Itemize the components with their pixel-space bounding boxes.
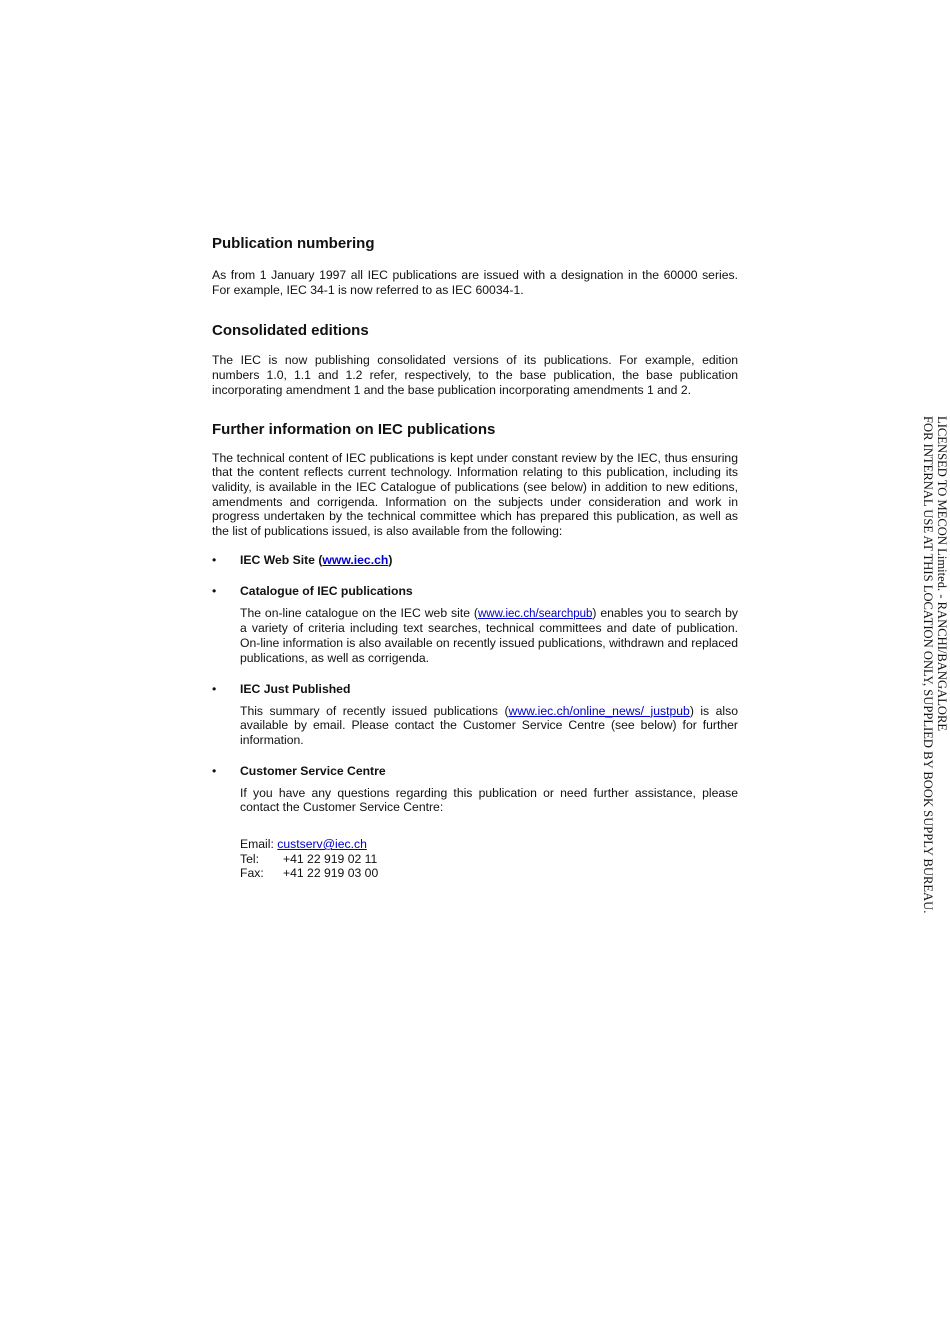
list-item-customer-service <box>212 764 738 815</box>
bullet-marker: • <box>212 681 217 696</box>
customer-service-text: If you have any questions regarding this publication or need further assistance, please contact the Customer Service Centre: <box>240 785 738 815</box>
catalogue-text <box>212 606 738 666</box>
fax-label: Fax: <box>240 866 264 881</box>
further-information-heading: Further information on IEC publications <box>212 420 496 438</box>
tel-number: +41 22 919 02 11 <box>283 851 378 866</box>
tel-row <box>240 852 738 867</box>
bullet-marker: • <box>212 552 217 567</box>
fax-number: +41 22 919 03 00 <box>283 866 379 881</box>
email-link[interactable]: custserv@iec.ch <box>277 837 367 852</box>
searchpub-link[interactable]: www.iec.ch/searchpub <box>477 607 593 620</box>
contact-details <box>212 837 738 881</box>
customer-service-heading <box>212 764 738 779</box>
license-notice-line-2: FOR INTERNAL USE AT THIS LOCATION ONLY, SUPPLIED BY BOOK SUPPLY BUREAU. <box>921 416 935 914</box>
license-notice-line-1: LICENSED TO MECON Limited. - RANCHI/BANGALORE <box>935 416 949 732</box>
list-item-just-published <box>212 682 738 748</box>
tel-label: Tel: <box>240 851 259 866</box>
customer-service-title: Customer Service Centre <box>240 763 386 778</box>
document-content <box>212 234 738 881</box>
consolidated-editions-text: The IEC is now publishing consolidated versions of its publications. For example, edition numbers 1.0, 1.1 and 1.2 refer, respectively, to the base publication, the base publication incorporating amendment 1 and the base publication incorporating amendments 1 and 2. <box>212 353 738 397</box>
further-information-text: The technical content of IEC publications is kept under constant review by the IEC, thus ensuring that the content reflects current technology. Information relating to this publication, including its validity, is available in the IEC Catalogue of publications (see below) in addition to new editions, amendments and corrigenda. Information on the subjects under consideration and work in progress undertaken by the technical committee which has prepared this publication, as well as the list of publications issued, is also available from the following: <box>212 450 738 539</box>
publication-numbering-text: As from 1 January 1997 all IEC publications are issued with a designation in the 60000 series. For example, IEC 34-1 is now referred to as IEC 60034-1. <box>212 268 738 297</box>
catalogue-text-end: ) enables you to search by a variety of criteria including text searches, technical committees and date of publication. On-line information is also available on recently issued publications, withdrawn and replaced publications, as well as corrigenda. <box>240 605 739 665</box>
just-published-text <box>212 704 738 748</box>
web-site-heading <box>212 553 738 568</box>
catalogue-title: Catalogue of IEC publications <box>240 583 413 598</box>
just-published-text-start: This summary of recently issued publications ( <box>240 703 509 718</box>
catalogue-heading <box>212 584 738 599</box>
justpub-link[interactable]: www.iec.ch/online_news/ justpub <box>508 703 690 718</box>
catalogue-text-start: The on-line catalogue on the IEC web site ( <box>240 605 478 620</box>
information-sources-list <box>212 553 738 815</box>
list-item-catalogue <box>212 584 738 666</box>
bullet-marker: • <box>212 583 217 598</box>
bullet-marker: • <box>212 763 217 778</box>
list-item-web-site <box>212 553 738 568</box>
just-published-title: IEC Just Published <box>240 681 351 696</box>
iec-website-link[interactable]: www.iec.ch <box>322 552 389 567</box>
consolidated-editions-heading: Consolidated editions <box>212 322 369 340</box>
email-label: Email: <box>240 837 274 852</box>
email-row <box>240 837 738 852</box>
license-notice <box>917 416 949 936</box>
just-published-text-end: ) is also available by email. Please contact the Customer Service Centre (see below) for further information. <box>240 703 738 747</box>
publication-numbering-heading: Publication numbering <box>212 235 375 252</box>
web-site-label-close: ) <box>388 552 393 567</box>
just-published-heading <box>212 682 738 697</box>
web-site-label: IEC Web Site ( <box>240 552 323 567</box>
fax-row <box>240 866 738 881</box>
